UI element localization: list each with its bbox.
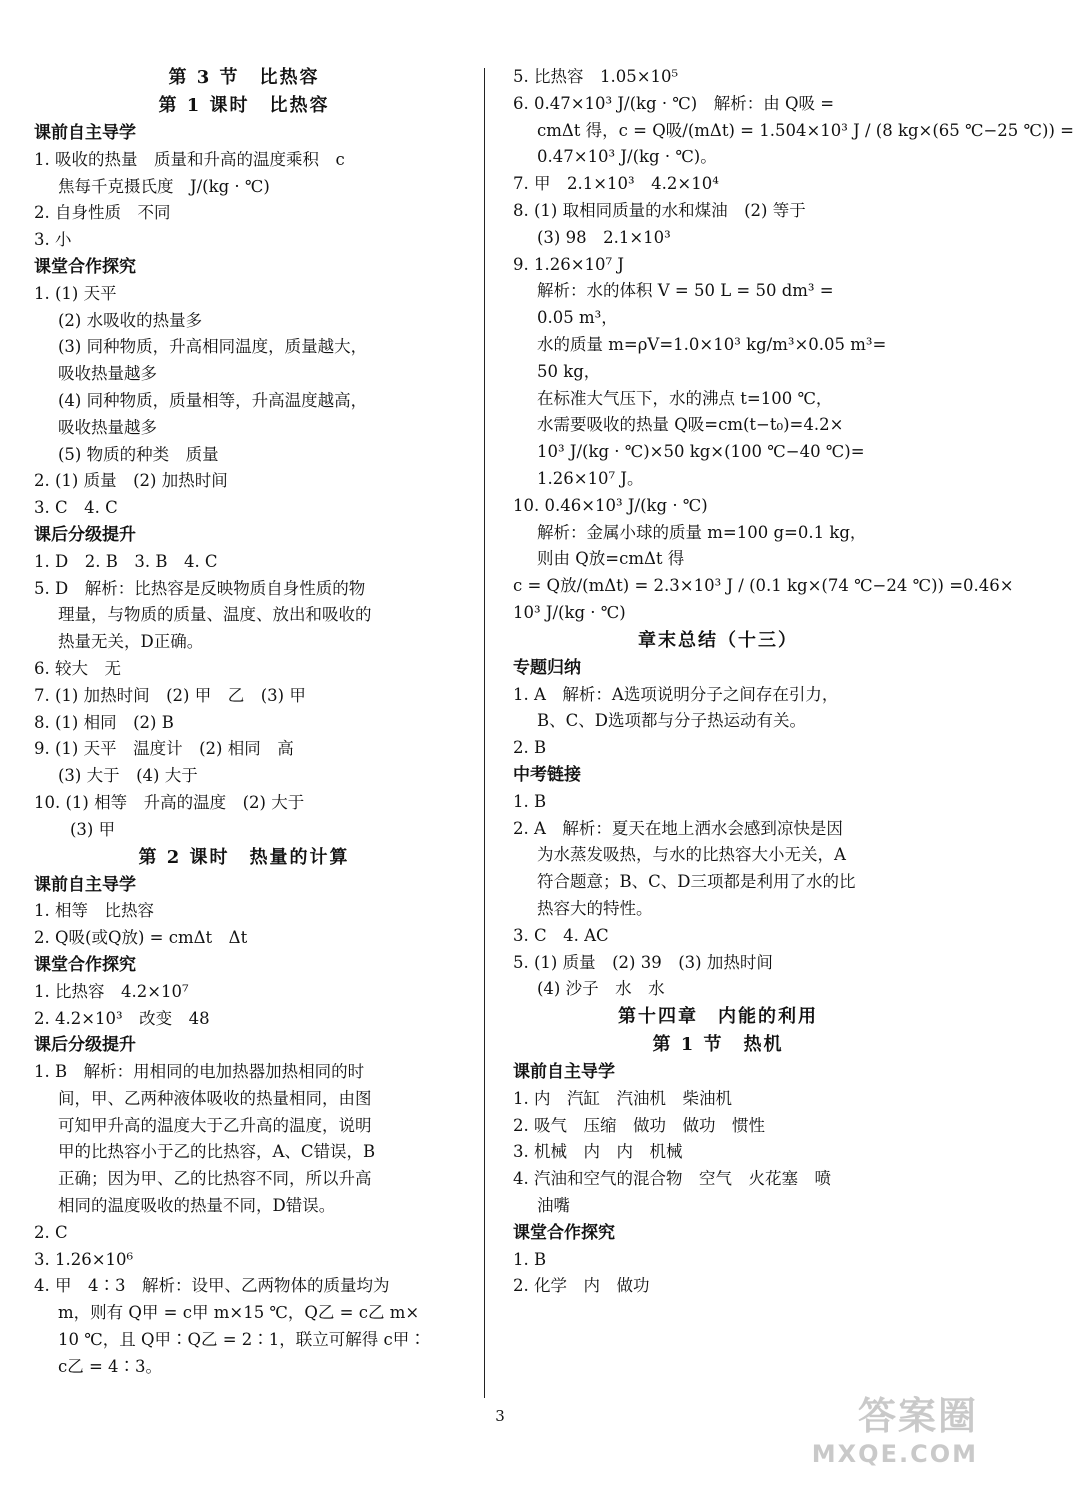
- answer-line: 热量无关，D正确。: [58, 632, 204, 652]
- section-title: 章末总结（十三）: [638, 629, 798, 651]
- answer-line: 焦每千克摄氏度 J/(kg · ℃): [58, 176, 270, 196]
- watermark-brand: 答案圈: [857, 1394, 978, 1438]
- answer-line: 7. 甲 2.1×10³ 4.2×10⁴: [513, 174, 719, 194]
- answer-line: 1. A 解析：A选项说明分子之间存在引力，: [513, 684, 839, 704]
- answer-line: 2. 4.2×10³ 改变 48: [34, 1008, 210, 1028]
- subsection-heading: 课堂合作探究: [34, 954, 136, 975]
- answer-line: 可知甲升高的温度大于乙升高的温度，说明: [58, 1115, 372, 1135]
- answer-line: 3. 小: [34, 230, 72, 250]
- answer-line: 0.47×10³ J/(kg · ℃)。: [537, 147, 717, 167]
- subsection-heading: 课前自主导学: [34, 874, 136, 895]
- answer-line: 7. (1) 加热时间 (2) 甲 乙 (3) 甲: [34, 685, 306, 705]
- answer-line: 2. 化学 内 做功: [513, 1276, 650, 1296]
- answer-line: (5) 物质的种类 质量: [58, 444, 219, 464]
- answer-line: (2) 水吸收的热量多: [58, 310, 203, 330]
- answer-line: 2. (1) 质量 (2) 加热时间: [34, 471, 228, 491]
- answer-line: 吸收热量越多: [58, 364, 157, 384]
- answer-line: 3. 1.26×10⁶: [34, 1249, 134, 1269]
- answer-line: 2. 自身性质 不同: [34, 203, 171, 223]
- answer-line: 9. 1.26×10⁷ J: [513, 254, 625, 274]
- answer-line: cmΔt 得，c = Q吸/(mΔt) = 1.504×10³ J / (8 kg×(65 ℃−25 ℃)) =: [537, 120, 1074, 140]
- subsection-heading: 中考链接: [513, 764, 581, 785]
- answer-line: 热容大的特性。: [537, 898, 653, 918]
- answer-line: 1. 吸收的热量 质量和升高的温度乘积 c: [34, 149, 345, 169]
- answer-line: (3) 98 2.1×10³: [537, 227, 671, 247]
- answer-line: c = Q放/(mΔt) = 2.3×10³ J / (0.1 kg×(74 ℃−24 ℃)) =0.46×: [513, 576, 1014, 596]
- answer-line: 2. C: [34, 1222, 68, 1242]
- answer-line: 50 kg，: [537, 361, 601, 381]
- answer-line: 1. B 解析：用相同的电加热器加热相同的时: [34, 1062, 365, 1082]
- answer-line: 2. 吸气 压缩 做功 做功 惯性: [513, 1115, 765, 1135]
- answer-line: 2. Q吸(或Q放) = cmΔt Δt: [34, 928, 248, 948]
- answer-line: 9. (1) 天平 温度计 (2) 相同 高: [34, 739, 294, 759]
- answer-line: 吸收热量越多: [58, 417, 157, 437]
- answer-line: 0.05 m³，: [537, 308, 618, 328]
- answer-line: (4) 同种物质，质量相等，升高温度越高，: [58, 390, 368, 410]
- section-title: 第 3 节 比热容: [168, 67, 320, 88]
- answer-line: c乙 = 4∶3。: [58, 1356, 163, 1376]
- answer-line: 5. 比热容 1.05×10⁵: [513, 67, 679, 86]
- page-number: 3: [495, 1407, 505, 1425]
- column-divider: [484, 68, 485, 1398]
- answer-line: 正确；因为甲、乙的比热容不同，所以升高: [58, 1169, 372, 1189]
- answer-line: 符合题意；B、C、D三项都是利用了水的比: [537, 872, 856, 892]
- answer-line: (3) 同种物质，升高相同温度，质量越大，: [58, 337, 368, 357]
- answer-line: 2. A 解析：夏天在地上洒水会感到凉快是因: [513, 818, 843, 838]
- answer-line: 甲的比热容小于乙的比热容，A、C错误，B: [58, 1142, 376, 1162]
- subsection-heading: 课堂合作探究: [34, 256, 136, 277]
- answer-line: 1. B: [513, 791, 547, 811]
- answer-line: 3. 机械 内 内 机械: [513, 1142, 683, 1162]
- answer-line: 则由 Q放=cmΔt 得: [537, 549, 685, 569]
- answer-line: 水的质量 m=ρV=1.0×10³ kg/m³×0.05 m³=: [537, 334, 887, 354]
- answer-line: 解析：水的体积 V = 50 L = 50 dm³ =: [537, 281, 834, 301]
- answer-line: (3) 甲: [70, 819, 116, 839]
- answer-line: 3. C 4. C: [34, 498, 118, 518]
- answer-line: 6. 0.47×10³ J/(kg · ℃) 解析：由 Q吸 =: [513, 93, 835, 113]
- answer-line: B、C、D选项都与分子热运动有关。: [537, 711, 806, 731]
- answer-line: 4. 汽油和空气的混合物 空气 火花塞 喷: [513, 1169, 831, 1189]
- section-title: 第 1 节 热机: [652, 1034, 784, 1056]
- subsection-heading: 课后分级提升: [34, 1035, 136, 1056]
- answer-line: 10. (1) 相等 升高的温度 (2) 大于: [34, 792, 305, 812]
- answer-line: 8. (1) 相同 (2) B: [34, 712, 174, 732]
- section-title: 第 2 课时 热量的计算: [138, 846, 350, 868]
- answer-line: 1. B: [513, 1249, 547, 1269]
- answer-line: 1. 比热容 4.2×10⁷: [34, 981, 189, 1001]
- answer-line: 5. D 解析：比热容是反映物质自身性质的物: [34, 578, 366, 598]
- subsection-heading: 专题归纳: [513, 657, 581, 678]
- answer-line: (4) 沙子 水 水: [537, 979, 665, 999]
- answer-line: 1. 内 汽缸 汽油机 柴油机: [513, 1088, 732, 1108]
- answer-line: 6. 较大 无: [34, 658, 121, 678]
- answer-line: 1. D 2. B 3. B 4. C: [34, 551, 218, 571]
- subsection-heading: 课堂合作探究: [513, 1222, 615, 1243]
- right-column: [513, 64, 1074, 1300]
- watermark: [812, 1385, 978, 1468]
- answer-line: 相同的温度吸收的热量不同，D错误。: [58, 1196, 336, 1216]
- answer-line: 8. (1) 取相同质量的水和煤油 (2) 等于: [513, 200, 806, 220]
- answer-line: 10³ J/(kg · ℃): [513, 602, 626, 622]
- answer-line: 10³ J/(kg · ℃)×50 kg×(100 ℃−40 ℃)=: [537, 442, 865, 462]
- answer-line: 2. B: [513, 738, 547, 758]
- answer-line: 10. 0.46×10³ J/(kg · ℃): [513, 495, 708, 515]
- answer-line: m，则有 Q甲 = c甲 m×15 ℃，Q乙 = c乙 m×: [58, 1303, 420, 1323]
- answer-line: 1. (1) 天平: [34, 283, 117, 303]
- answer-line: 为水蒸发吸热，与水的比热容大小无关，A: [537, 845, 846, 865]
- answer-line: 1. 相等 比热容: [34, 901, 154, 921]
- answer-line: 3. C 4. AC: [513, 925, 609, 945]
- left-column: [34, 64, 454, 1381]
- answer-line: 油嘴: [537, 1196, 570, 1216]
- section-title: 第十四章 内能的利用: [618, 1006, 818, 1028]
- answer-line: 解析：金属小球的质量 m=100 g=0.1 kg，: [537, 522, 867, 542]
- answer-line: 在标准大气压下，水的沸点 t=100 ℃，: [537, 388, 833, 408]
- answer-line: 1.26×10⁷ J。: [537, 468, 644, 488]
- answer-line: (3) 大于 (4) 大于: [58, 766, 198, 786]
- subsection-heading: 课前自主导学: [34, 123, 136, 143]
- answer-line: 10 ℃，且 Q甲∶Q乙 = 2∶1，联立可解得 c甲∶: [58, 1330, 426, 1350]
- subsection-heading: 课后分级提升: [34, 524, 136, 545]
- section-title: 第 1 课时 比热容: [158, 95, 330, 116]
- answer-line: 4. 甲 4∶3 解析：设甲、乙两物体的质量均为: [34, 1276, 390, 1296]
- answer-line: 理量，与物质的质量、温度、放出和吸收的: [58, 605, 372, 625]
- answer-line: 间，甲、乙两种液体吸收的热量相同，由图: [58, 1088, 372, 1108]
- answer-line: 水需要吸收的热量 Q吸=cm(t−t₀)=4.2×: [537, 415, 844, 435]
- answer-line: 5. (1) 质量 (2) 39 (3) 加热时间: [513, 952, 773, 972]
- subsection-heading: 课前自主导学: [513, 1062, 615, 1083]
- watermark-url: MXQE.COM: [811, 1440, 978, 1468]
